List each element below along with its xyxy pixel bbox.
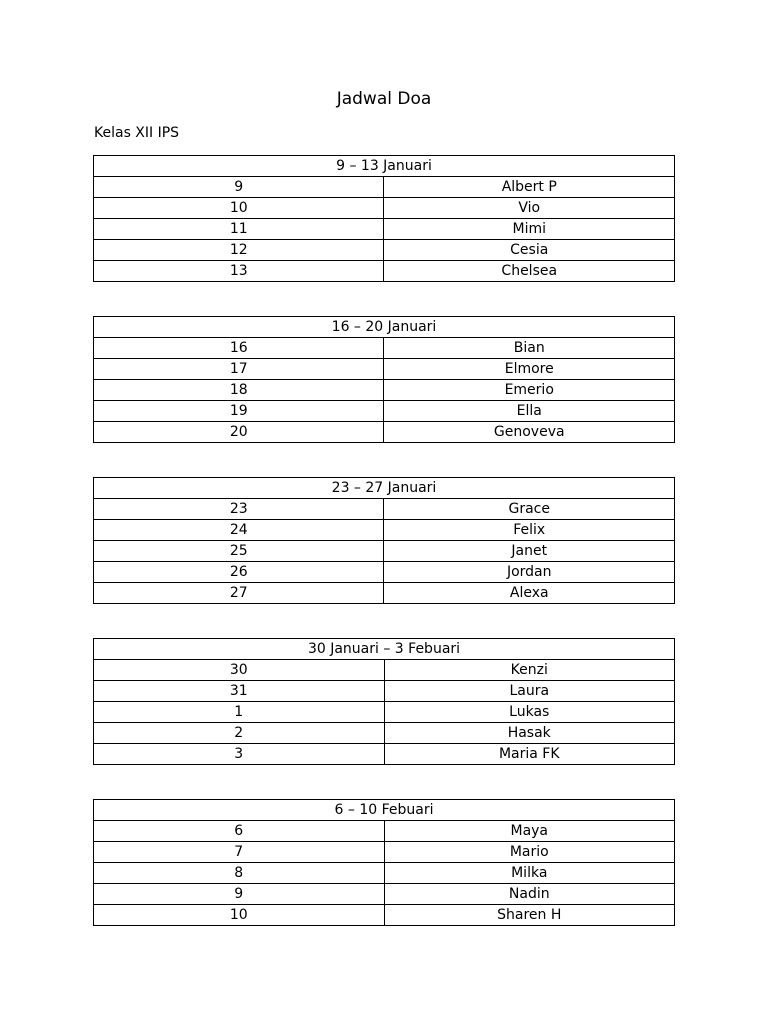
name-cell: Vio bbox=[384, 198, 675, 219]
table-header-row bbox=[94, 478, 675, 499]
day-cell: 26 bbox=[94, 562, 384, 583]
name-cell: Lukas bbox=[384, 702, 675, 723]
schedule-table-week-4 bbox=[93, 638, 675, 765]
name-cell: Emerio bbox=[384, 380, 675, 401]
day-cell: 9 bbox=[94, 884, 385, 905]
name-cell: Nadin bbox=[384, 884, 675, 905]
document-title: Jadwal Doa bbox=[336, 89, 432, 109]
name-cell: Chelsea bbox=[384, 261, 675, 282]
table-row bbox=[94, 905, 675, 926]
table-row bbox=[94, 660, 675, 681]
name-cell: Milka bbox=[384, 863, 675, 884]
table-header-row bbox=[94, 800, 675, 821]
schedule-table-week-3 bbox=[93, 477, 675, 604]
table-row bbox=[94, 520, 675, 541]
table-row bbox=[94, 219, 675, 240]
week-range-header: 16 – 20 Januari bbox=[94, 317, 675, 338]
table-row bbox=[94, 884, 675, 905]
name-cell: Grace bbox=[384, 499, 675, 520]
day-cell: 7 bbox=[94, 842, 385, 863]
day-cell: 10 bbox=[94, 198, 384, 219]
day-cell: 23 bbox=[94, 499, 384, 520]
name-cell: Cesia bbox=[384, 240, 675, 261]
name-cell: Jordan bbox=[384, 562, 675, 583]
day-cell: 12 bbox=[94, 240, 384, 261]
table-row bbox=[94, 681, 675, 702]
name-cell: Maria FK bbox=[384, 744, 675, 765]
day-cell: 24 bbox=[94, 520, 384, 541]
day-cell: 6 bbox=[94, 821, 385, 842]
day-cell: 18 bbox=[94, 380, 384, 401]
name-cell: Mimi bbox=[384, 219, 675, 240]
table-row bbox=[94, 198, 675, 219]
name-cell: Felix bbox=[384, 520, 675, 541]
day-cell: 11 bbox=[94, 219, 384, 240]
table-row bbox=[94, 583, 675, 604]
day-cell: 27 bbox=[94, 583, 384, 604]
table-row bbox=[94, 177, 675, 198]
table-header-row bbox=[94, 639, 675, 660]
schedule-table-week-5 bbox=[93, 799, 675, 926]
day-cell: 8 bbox=[94, 863, 385, 884]
table-row bbox=[94, 821, 675, 842]
week-range-header: 9 – 13 Januari bbox=[94, 156, 675, 177]
name-cell: Elmore bbox=[384, 359, 675, 380]
name-cell: Laura bbox=[384, 681, 675, 702]
name-cell: Sharen H bbox=[384, 905, 675, 926]
day-cell: 17 bbox=[94, 359, 384, 380]
week-range-header: 23 – 27 Januari bbox=[94, 478, 675, 499]
table-row bbox=[94, 702, 675, 723]
name-cell: Hasak bbox=[384, 723, 675, 744]
day-cell: 9 bbox=[94, 177, 384, 198]
day-cell: 31 bbox=[94, 681, 385, 702]
schedule-table-week-2 bbox=[93, 316, 675, 443]
name-cell: Mario bbox=[384, 842, 675, 863]
table-row bbox=[94, 380, 675, 401]
table-row bbox=[94, 723, 675, 744]
table-row bbox=[94, 744, 675, 765]
table-row bbox=[94, 541, 675, 562]
table-row bbox=[94, 863, 675, 884]
name-cell: Alexa bbox=[384, 583, 675, 604]
week-range-header: 30 Januari – 3 Febuari bbox=[94, 639, 675, 660]
name-cell: Ella bbox=[384, 401, 675, 422]
name-cell: Maya bbox=[384, 821, 675, 842]
table-row bbox=[94, 401, 675, 422]
table-header-row bbox=[94, 317, 675, 338]
table-header-row bbox=[94, 156, 675, 177]
table-row bbox=[94, 499, 675, 520]
table-row bbox=[94, 261, 675, 282]
day-cell: 19 bbox=[94, 401, 384, 422]
day-cell: 2 bbox=[94, 723, 385, 744]
day-cell: 30 bbox=[94, 660, 385, 681]
day-cell: 1 bbox=[94, 702, 385, 723]
day-cell: 10 bbox=[94, 905, 385, 926]
table-row bbox=[94, 842, 675, 863]
name-cell: Genoveva bbox=[384, 422, 675, 443]
table-row bbox=[94, 359, 675, 380]
schedule-table-week-1 bbox=[93, 155, 675, 282]
class-label: Kelas XII IPS bbox=[94, 125, 180, 141]
table-row bbox=[94, 422, 675, 443]
day-cell: 13 bbox=[94, 261, 384, 282]
day-cell: 20 bbox=[94, 422, 384, 443]
day-cell: 3 bbox=[94, 744, 385, 765]
name-cell: Albert P bbox=[384, 177, 675, 198]
week-range-header: 6 – 10 Febuari bbox=[94, 800, 675, 821]
table-row bbox=[94, 240, 675, 261]
table-row bbox=[94, 562, 675, 583]
day-cell: 16 bbox=[94, 338, 384, 359]
name-cell: Kenzi bbox=[384, 660, 675, 681]
day-cell: 25 bbox=[94, 541, 384, 562]
name-cell: Janet bbox=[384, 541, 675, 562]
table-row bbox=[94, 338, 675, 359]
name-cell: Bian bbox=[384, 338, 675, 359]
